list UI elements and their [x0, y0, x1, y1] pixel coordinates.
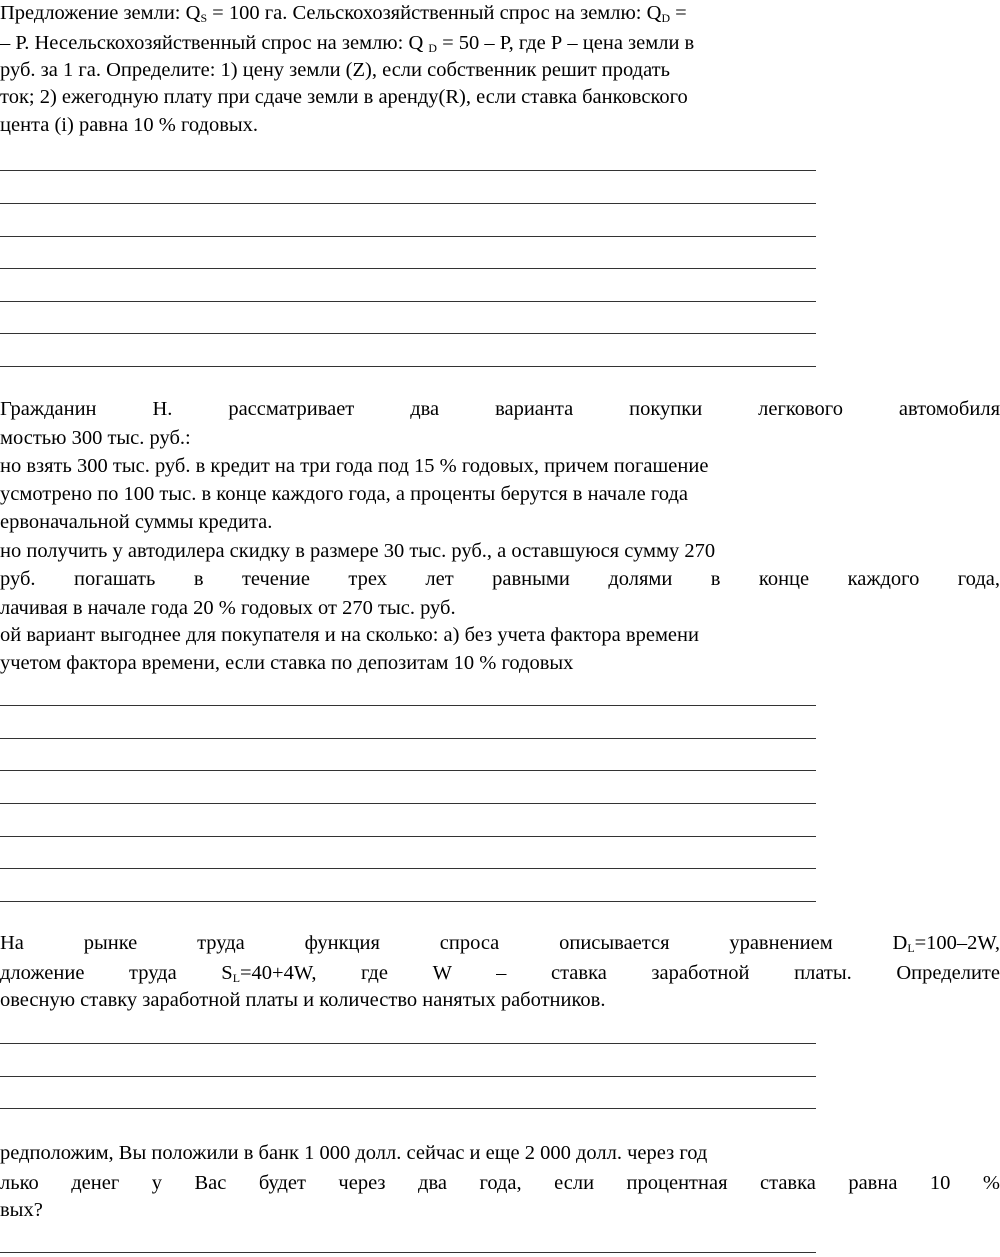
- answer-line: [0, 868, 816, 869]
- task2-text-line: [0, 425, 191, 451]
- task3-text-line: [0, 960, 1000, 986]
- answer-line: [0, 170, 816, 171]
- text-run: учетом фактора времени, если ставка по депозитам 10 % годовых: [0, 652, 574, 674]
- task2-text-line: [0, 509, 272, 535]
- answer-line: [0, 770, 816, 771]
- text-run: руб. погашать в течение трех лет равными долями в конце каждого года,: [0, 568, 1000, 590]
- text-run: лачивая в начале года 20 % годовых от 270 тыс. руб.: [0, 597, 456, 619]
- task4-text-line: [0, 1170, 1000, 1196]
- text-run: редположим, Вы положили в банк 1 000 долл. сейчас и еще 2 000 долл. через год: [0, 1142, 708, 1164]
- answer-line: [0, 301, 816, 302]
- answer-line: [0, 236, 816, 237]
- task4-text-line: [0, 1140, 707, 1166]
- answer-line: [0, 901, 816, 902]
- answer-line: [0, 268, 816, 269]
- answer-line: [0, 333, 816, 334]
- task2-text-line: [0, 453, 708, 479]
- answer-line: [0, 366, 816, 367]
- text-run: = 100 га. Сельскохозяйственный спрос на землю: Q: [207, 2, 662, 24]
- answer-line: [0, 1108, 816, 1109]
- subscript: D: [428, 40, 437, 55]
- task1-text-line: [0, 0, 687, 26]
- task1-text-line: [0, 112, 258, 138]
- answer-line: [0, 203, 816, 204]
- subscript: L: [907, 940, 915, 955]
- task4-text-line: [0, 1197, 43, 1223]
- task2-text-line: [0, 396, 1000, 422]
- answer-line: [0, 1252, 816, 1253]
- text-run: =100–2W,: [914, 932, 1000, 954]
- text-run: ой вариант выгоднее для покупателя и на сколько: а) без учета фактора времени: [0, 624, 699, 646]
- text-run: но получить у автодилера скидку в размере 30 тыс. руб., а оставшуюся сумму 270: [0, 540, 716, 562]
- subscript: D: [661, 10, 671, 25]
- text-run: лько денег у Вас будет через два года, если процентная ставка равна 10 %: [0, 1172, 1000, 1194]
- answer-line: [0, 803, 816, 804]
- text-run: =40+4W, где W – ставка заработной платы. Определите: [239, 962, 1000, 984]
- task2-text-line: [0, 650, 573, 676]
- text-run: =: [670, 2, 687, 24]
- task2-text-line: [0, 481, 688, 507]
- text-run: мостью 300 тыс. руб.:: [0, 427, 191, 449]
- text-run: руб. за 1 га. Определите: 1) цену земли (Z), если собственник решит продать: [0, 59, 670, 81]
- answer-line: [0, 738, 816, 739]
- text-run: = 50 – Р, где Р – цена земли в: [436, 32, 695, 54]
- text-run: вых?: [0, 1199, 43, 1221]
- task1-text-line: [0, 57, 670, 83]
- task2-text-line: [0, 595, 456, 621]
- text-run: но взять 300 тыс. руб. в кредит на три года под 15 % годовых, причем погашение: [0, 455, 709, 477]
- text-run: усмотрено по 100 тыс. в конце каждого года, а проценты берутся в начале года: [0, 483, 688, 505]
- answer-line: [0, 1076, 816, 1077]
- answer-line: [0, 836, 816, 837]
- task2-text-line: [0, 538, 715, 564]
- task3-text-line: [0, 987, 605, 1013]
- task2-text-line: [0, 622, 699, 648]
- text-run: – Р. Несельскохозяйственный спрос на землю: Q: [0, 32, 429, 54]
- task3-text-line: [0, 930, 1000, 956]
- text-run: ервоначальной суммы кредита.: [0, 511, 273, 533]
- task2-text-line: [0, 566, 1000, 592]
- subscript: S: [200, 10, 208, 25]
- text-run: Предложение земли: Q: [0, 2, 201, 24]
- text-run: На рынке труда функция спроса описывается уравнением D: [0, 932, 908, 954]
- task1-text-line: [0, 30, 694, 56]
- answer-line: [0, 1043, 816, 1044]
- answer-line: [0, 705, 816, 706]
- text-run: овесную ставку заработной платы и количество нанятых работников.: [0, 989, 606, 1011]
- text-run: дложение труда S: [0, 962, 233, 984]
- text-run: Гражданин Н. рассматривает два варианта покупки легкового автомобиля: [0, 398, 1000, 420]
- subscript: L: [232, 970, 240, 985]
- text-run: цента (i) равна 10 % годовых.: [0, 114, 259, 136]
- task1-text-line: [0, 84, 688, 110]
- text-run: ток; 2) ежегодную плату при сдаче земли в аренду(R), если ставка банковского: [0, 86, 688, 108]
